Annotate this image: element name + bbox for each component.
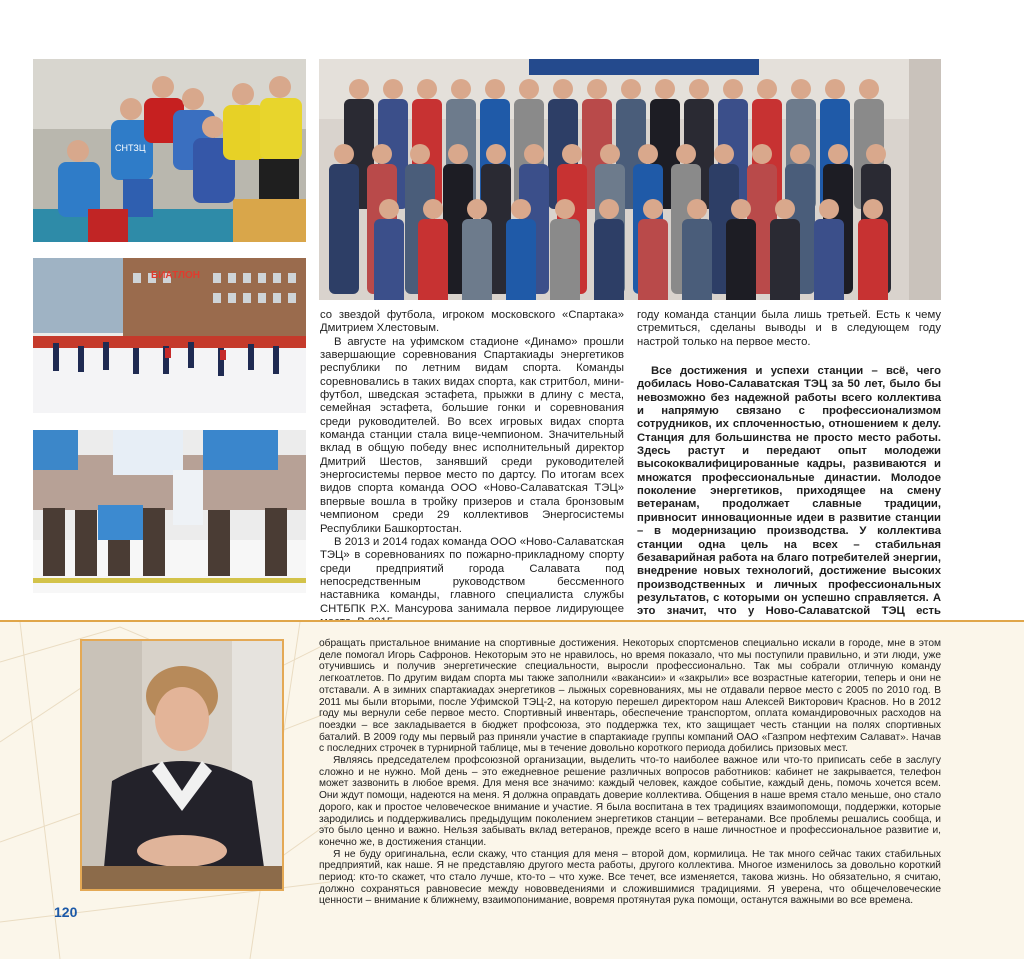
interview-paragraph: Являясь председателем профсоюзной организации, выделить что-то наиболее важное или что-то приписать себе в заслугу сложно и не нужно. Мой день – это ежедневное решение различных вопросов работников: кабинет не закрывается, телефон может зазвонить в любое время. Для меня все значимо: каждый человек, каждое событие, каждый день, помочь хочется всем. Они ждут помощи, надеются на меня. Я должна оправдать доверие коллектива. Общения в наше время стало меньше, оно стало дорого, как и простое человеческое внимание и участие. Я была воспитана в тех традициях взаимопомощи, поддержки, которые зародились и поддерживались предыдущим поколением энергетиков станции – ветеранами. Все проблемы решались сообща, и это было ценно и важно. Нельзя забывать вклад ветеранов, прежде всего в наше личностное и профессиональное развитие и, конечно же, в достижения станции. [319, 755, 941, 848]
page-number: 120 [54, 904, 78, 920]
article-paragraph: со звездой футбола, игроком московского «Спартака» Дмитрием Хлестовым. [320, 309, 624, 335]
photo-football-team [33, 59, 306, 242]
interview-paragraph: обращать пристальное внимание на спортивные достижения. Некоторых спортсменов специально искали в городе, мне в этом деле помогал Игорь Сафронов. Некоторым это не нравилось, но время показало, что мы поступили правильно, и эти люди, уже отучившись и получив энергетические специальности, выросли профессионально. Так мы собрали отличную команду легкоатлетов. По другим видам спорта мы также заполнили «вакансии» и «закрыли» все возрастные категории, теперь и они не отставали. А в зимних спартакиадах энергетиков – лыжных соревнованиях, мы не отдавали первое место с 2005 по 2010 год. В 2011 мы были вторыми, после Уфимской ТЭЦ-2, на которую перешел директором наш Алексей Викторович Краснов. Но в 2012 году мы вернули себе первое место. Спортивный инвентарь, обеспечение транспортом, оплата командировочных расходов на поездки – все закладывается в бюджет профсоюза, это поддержка тех, кто защищает честь станции на полях спортивных баталий. В 2009 году мы первый раз приняли участие в спартакиаде группы компаний ОАО «Газпром нефтехим Салават». Начав с последних строчек в турнирной таблице, мы в течение довольно короткого периода добились призовых мест. [319, 638, 941, 755]
article-column-right [637, 309, 941, 632]
article-paragraph: году команда станции была лишь третьей. Есть к чему стремиться, сделаны выводы и в следующем году настрой только на первое место. [637, 309, 941, 348]
interview-section [0, 620, 1024, 959]
shirt-text: СНТЗЦ [115, 143, 146, 153]
article-column-middle [320, 309, 624, 629]
article-conclusion: Все достижения и успехи станции – всё, чего добилась Ново-Салаватская ТЭЦ за 50 лет, было бы невозможно без надежной работы всего коллектива и напрямую связано с профессионализмом сотрудников, их сплоченностью, отношением к делу. Станция для большинства не просто место работы. Здесь растут и передают опыт молодежи высококвалифицированные кадры, развиваются и множатся профессиональные династии. Молодое поколение энергетиков, приходящее на смену ветеранам, продолжает славные традиции, привносит инновационные идеи в развитие станции – в модернизацию производства. У коллектива станции одна цель на всех – стабильная безаварийная работа на благо потребителей энергии, внедрение новых технологий, достижение высоких производственных и личных профессиональных результатов, с которыми он успешно справляется. А это значит, что у Ново-Салаватской ТЭЦ есть [637, 365, 941, 618]
photo-staff-group [319, 59, 941, 300]
article-paragraph: В 2013 и 2014 годах команда ООО «Ново-Салаватская ТЭЦ» в соревнованиях по пожарно-прикладному спорту среди предприятий города Салавата под непосредственным руководством бессменного наставника команды, главного специалиста службы СНТБПК Р.Х. Мансурова занимала первое лидирующее [320, 535, 624, 615]
building-sign: БИАТЛОН [151, 270, 200, 281]
photo-flag-parade [33, 430, 306, 593]
interview-paragraph: Я не буду оригинальна, если скажу, что станция для меня – второй дом, кормилица. Не так много сейчас таких стабильных предприятий, как наше. Я не представляю другого места работы, другого коллектива. Многое изменилось за довольно короткий период: кто-то скажет, что стало лучше, кто-то – что хуже. Все течет, все изменяется, такова жизнь. Но обязательно, я считаю, должно сохраняться равновесие между нововведениями и сложившимися традициями. Я уверена, что общечеловеческие ценности – внимание к ближнему, взаимопонимание, вовремя протянутая рука помощи, останутся важными во все времена. [319, 848, 941, 907]
photo-biathlon-race [33, 258, 306, 413]
article-paragraph: В августе на уфимском стадионе «Динамо» прошли завершающие соревнования Спартакиады энергетиков республики по летним видам спорта. Команды соревновались в таких видах спорта, как стритбол, мини-футбол, шведская эстафета, прыжки в длину с места, семейная эстафета, большие гонки и соревнования среди руководителей. Во всех игровых видах спорта команда станции стала вице-чемпионом. Значительный вклад в общую победу внес исполнительный директор Дмитрий Шестов, занявший среди руководителей энергосистемы первое место по дартсу. По итогам всех видов спорта команда ООО «Ново-Салаватская ТЭЦ» впервые вошла в тройку призеров и стала бронзовым чемпионом среди 29 коллективов Энергосистемы Республики Башкортостан. [320, 335, 624, 535]
interview-text [319, 638, 941, 907]
photo-portrait [80, 639, 284, 891]
